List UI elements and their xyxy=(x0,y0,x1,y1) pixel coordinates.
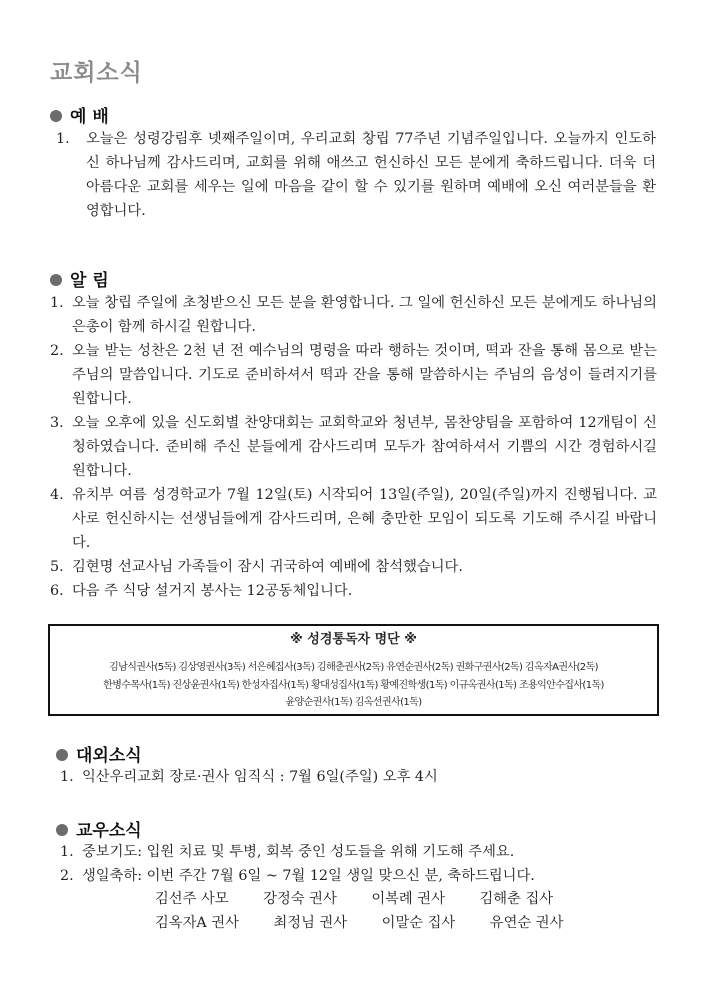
bible-readers-box xyxy=(48,624,659,716)
section-heading-members xyxy=(56,816,142,841)
list-item xyxy=(60,864,660,888)
list-item xyxy=(60,840,660,864)
item-number: 2. xyxy=(50,343,64,359)
item-number: 4. xyxy=(50,487,64,503)
birthday-name: 김선주 사모 xyxy=(155,891,229,907)
members-heading: 교우소식 xyxy=(76,821,142,841)
item-number: 2. xyxy=(60,868,74,884)
birthday-names-row xyxy=(155,912,593,932)
item-text: 중보기도: 입원 치료 및 투병, 회복 중인 성도들을 위해 기도해 주세요. xyxy=(82,844,515,860)
bullet-icon xyxy=(56,749,68,761)
external-heading: 대외소식 xyxy=(76,746,142,766)
list-item xyxy=(50,483,657,555)
item-text: 익산우리교회 장로·권사 임직식 : 7월 6일(주일) 오후 4시 xyxy=(82,769,438,785)
list-item xyxy=(50,555,657,579)
item-number: 1. xyxy=(50,295,64,311)
external-list xyxy=(60,765,660,789)
bullet-icon xyxy=(56,824,68,836)
birthday-name: 이말순 집사 xyxy=(381,915,456,931)
worship-heading: 예 배 xyxy=(70,107,109,127)
members-list xyxy=(60,840,660,888)
names-line: 한병수목사(1독) 진상윤권사(1독) 한성자집사(1독) 황대성집사(1독) 황예진학생(1독) 이규옥권사(1독) 조용익안수집사(1독) xyxy=(103,679,604,691)
list-item xyxy=(50,291,657,339)
list-item xyxy=(56,127,656,223)
section-heading-worship xyxy=(50,102,109,127)
item-text: 다음 주 식당 설거지 봉사는 12공동체입니다. xyxy=(72,583,353,599)
page-title: 교회소식 xyxy=(50,60,143,86)
birthday-name: 김옥자A 권사 xyxy=(155,915,239,931)
bullet-icon xyxy=(50,110,62,122)
notices-heading: 알 림 xyxy=(70,271,109,291)
item-number: 3. xyxy=(50,415,64,431)
item-number: 1. xyxy=(56,131,70,147)
birthday-name: 최정님 권사 xyxy=(273,915,348,931)
list-item xyxy=(50,339,657,411)
item-text: 김현명 선교사님 가족들이 잠시 귀국하여 예배에 참석했습니다. xyxy=(72,559,463,575)
birthday-name: 강정숙 권사 xyxy=(263,891,337,907)
item-number: 5. xyxy=(50,559,64,575)
names-line: 김남식권사(5독) 김상영권사(3독) 서은혜집사(3독) 김해춘권사(2독) 유연순권사(2독) 권화구권사(2독) 김옥자A권사(2독) xyxy=(109,662,598,673)
section-heading-notices xyxy=(50,266,109,291)
item-text: 오늘 오후에 있을 신도회별 찬양대회는 교회학교와 청년부, 몸찬양팀을 포함하여 12개팀이 신청하였습니다. 준비해 주신 분들에게 감사드리며 모두가 참여하셔서 기쁨의 시간 경험하시길 원합니다. xyxy=(72,415,657,479)
item-text: 오늘은 성령강림후 넷째주일이며, 우리교회 창립 77주년 기념주일입니다. 오늘까지 인도하신 하나님께 감사드리며, 교회를 위해 애쓰고 헌신하신 모든 분에게 축하드립니다. 더욱 더 아름다운 교회를 세우는 일에 마음을 같이 할 수 있기를 원하며 예배에 오신 여러분들을 환영합니다. xyxy=(86,131,656,219)
birthday-name: 이복례 권사 xyxy=(371,891,445,907)
item-text: 유치부 여름 성경학교가 7월 12일(토) 시작되어 13일(주일), 20일(주일)까지 진행됩니다. 교사로 헌신하시는 선생님들에게 감사드리며, 은혜 충만한 모임이 되도록 기도해 주시길 바랍니다. xyxy=(72,487,657,551)
birthday-names-row xyxy=(155,888,583,908)
item-number: 1. xyxy=(60,844,74,860)
item-text: 오늘 받는 성찬은 2천 년 전 예수님의 명령을 따라 행하는 것이며, 떡과 잔을 통해 몸으로 받는 주님의 말씀입니다. 기도로 준비하셔서 떡과 잔을 통해 말씀하시는 주님의 음성이 들려지기를 원합니다. xyxy=(72,343,657,407)
bible-readers-names xyxy=(50,659,657,712)
list-item xyxy=(50,579,657,603)
birthday-name: 김해춘 집사 xyxy=(479,891,554,907)
notices-list xyxy=(50,291,657,603)
item-text: 오늘 창립 주일에 초청받으신 모든 분을 환영합니다. 그 일에 헌신하신 모든 분에게도 하나님의 은총이 함께 하시길 원합니다. xyxy=(72,295,657,335)
item-number: 6. xyxy=(50,583,64,599)
list-item xyxy=(50,411,657,483)
worship-list xyxy=(56,127,656,223)
bible-readers-title: ※ 성경통독자 명단 ※ xyxy=(290,632,417,647)
bullet-icon xyxy=(50,274,62,286)
item-number: 1. xyxy=(60,769,74,785)
names-line: 윤양순권사(1독) 김옥선권사(1독) xyxy=(285,697,422,708)
item-text: 생일축하: 이번 주간 7월 6일 ~ 7월 12일 생일 맞으신 분, 축하드립니다. xyxy=(82,868,535,884)
birthday-name: 유연순 권사 xyxy=(489,915,564,931)
list-item xyxy=(60,765,660,789)
section-heading-external xyxy=(56,741,142,766)
